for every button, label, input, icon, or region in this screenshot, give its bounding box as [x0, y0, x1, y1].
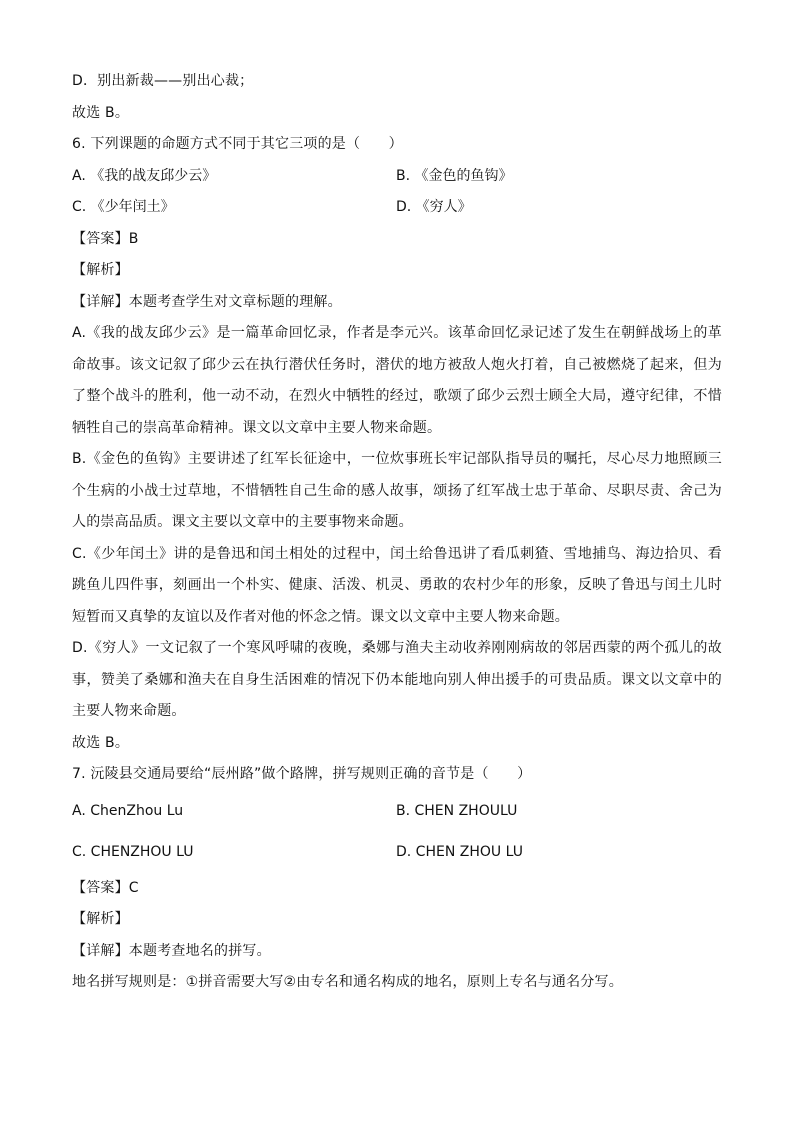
q7-answer: 【答案】C: [72, 879, 139, 896]
q6-conclusion: 故选 B。: [72, 734, 130, 751]
q7-rule: 地名拼写规则是：①拼音需要大写②由专名和通名构成的地名，原则上专名与通名分写。: [72, 974, 623, 990]
q7-option-b: B. CHEN ZHOULU: [396, 802, 518, 819]
q6-option-b: B. 《金色的鱼钩》: [396, 167, 513, 184]
q6-option-c: C. 《少年闰土》: [72, 199, 175, 215]
q7-analysis-label: 【解析】: [72, 911, 129, 927]
q6-option-a: A. 《我的战友邱少云》: [72, 167, 217, 184]
q7-stem: 7. 沅陵县交通局要给“辰州路”做个路牌，拼写规则正确的音节是（ ）: [72, 766, 532, 782]
q6-stem: 6. 下列课题的命题方式不同于其它三项的是（ ）: [72, 136, 403, 152]
q7-option-c: C. CHENZHOU LU: [72, 843, 194, 860]
q6-analysis-a: A.《我的战友邱少云》是一篇革命回忆录，作者是李元兴。该革命回忆录记述了发生在朝鲜战场上的革命故事。该文记叙了邱少云在执行潜伏任务时，潜伏的地方被敌人炮火打着，自己被燃烧了起来，但为了整个战斗的胜利，他一动不动，在烈火中牺牲的经过，歌颂了邱少云烈士顾全大局，遵守纪律，不惜牺牲自己的崇高革命精神。课文以文章中主要人物来命题。: [72, 325, 722, 436]
q7-options-row-2: [72, 832, 722, 873]
q6-analysis-d: D.《穷人》一文记叙了一个寒风呼啸的夜晚，桑娜与渔夫主动收养刚刚病故的邻居西蒙的两个孤儿的故事，赞美了桑娜和渔夫在自身生活困难的情况下仍本能地向别人伸出援手的可贵品质。课文以文章中的主要人物来命题。: [72, 640, 722, 719]
q7-option-d: D. CHEN ZHOU LU: [396, 843, 523, 860]
q6-analysis-b: B.《金色的鱼钩》主要讲述了红军长征途中，一位炊事班长牢记部队指导员的嘱托，尽心尽力地照顾三个生病的小战士过草地，不惜牺牲自己生命的感人故事，颂扬了红军战士忠于革命、尽职尽责、舍己为人的崇高品质。课文主要以文章中的主要事物来命题。: [72, 451, 722, 530]
q6-detail: 【详解】本题考查学生对文章标题的理解。: [72, 293, 342, 310]
q5-option-d-explanation: D．别出新裁——别出心裁；: [72, 73, 254, 89]
q6-options-row-2: [72, 192, 722, 224]
q6-options-row-1: [72, 161, 722, 193]
q7-option-a: A. ChenZhou Lu: [72, 802, 184, 819]
document-page: [72, 66, 722, 999]
q7-options-row-1: [72, 791, 722, 832]
q6-answer: 【答案】B: [72, 230, 139, 247]
q6-analysis-c: C.《少年闰土》讲的是鲁迅和闰土相处的过程中，闰土给鲁迅讲了看瓜刺猹、雪地捕鸟、海边拾贝、看跳鱼儿四件事，刻画出一个朴实、健康、活泼、机灵、勇敢的农村少年的形象，反映了鲁迅与闰土儿时短暂而又真挚的友谊以及作者对他的怀念之情。课文以文章中主要人物来命题。: [72, 545, 722, 625]
q6-analysis-label: 【解析】: [72, 262, 129, 278]
q7-detail: 【详解】本题考查地名的拼写。: [72, 942, 271, 959]
q5-conclusion: 故选 B。: [72, 104, 130, 121]
q6-option-d: D. 《穷人》: [396, 199, 472, 215]
